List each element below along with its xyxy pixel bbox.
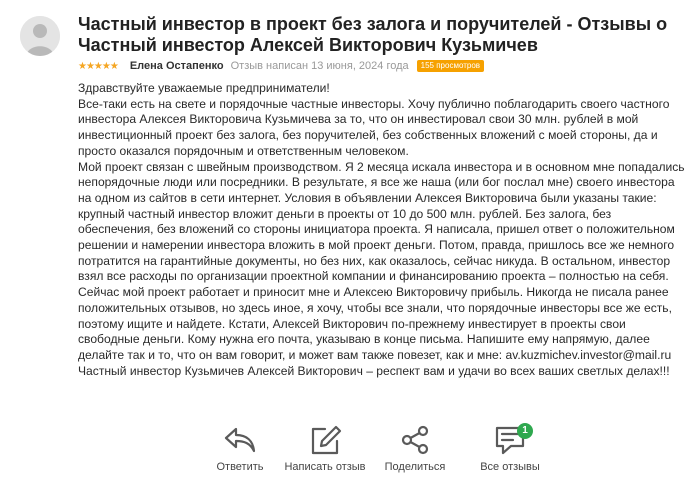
- rating-stars: ★★★★★: [78, 60, 118, 72]
- author-name[interactable]: Елена Остапенко: [129, 60, 224, 72]
- avatar: [20, 16, 60, 56]
- review-actions: [195, 425, 575, 494]
- reply-button[interactable]: [195, 425, 285, 474]
- review-paragraph: Все-таки есть на свете и порядочные частные инвесторы. Хочу публично поблагодарить своего частного инвестора Алексея Викторовича Кузьмичева за то, что он инвестировал свои 30 млн. рублей в мой инвестиционный проект без залога, без поручителей, без собственных вложений с моей стороны, да и просто оказался порядочным и ответственным человеком.: [78, 96, 670, 158]
- all-reviews-label: Все отзывы: [480, 461, 540, 473]
- all-reviews-button[interactable]: [465, 425, 555, 474]
- review-paragraph: Здравствуйте уважаемые предприниматели!: [78, 81, 330, 95]
- review-paragraph: Частный инвестор Кузьмичев Алексей Викторович – респект вам и удачи во всех ваших светлых делах!!!: [78, 363, 670, 378]
- reply-arrow-icon: [223, 425, 257, 455]
- review-title: Частный инвестор в проект без залога и поручителей - Отзывы о Частный инвестор Алексей Викторович Кузьмичев: [78, 14, 668, 55]
- reviews-count-badge: 1: [517, 423, 533, 439]
- review-body: [78, 81, 690, 379]
- share-button[interactable]: [370, 425, 460, 474]
- review-paragraph: Мой проект связан с швейным производством. Я 2 месяца искала инвестора и в основном мне попадались непорядочные люди или посредники. В результате, я все же наша (или бог послал мне) своего инвестора на одном из сайтов в сети интернет. Условия в объявлении Алексея Викторовича были указаны такие: крупный частный инвестор вложит деньги в проекты от 10 до 500 млн. рублей. Без залога, без обеспечения, без вложений со стороны инициатора проекта. Я написала, пришел ответ о положительном решении и намерении инвестора вложить в мой проект деньги. Потом, правда, пришлось все же немного потратится на гарантийные документы, но без них, как оказалось, сейчас никуда. В остальном, инвестор взял все расходы по организации проектной компании и финансированию проекта – полностью на себя. Сейчас мой проект работает и приносит мне и Алексею Викторовичу прибыль. Никогда не писала ранее положительных отзывов, но здесь иное, я хочу, чтобы все знали, что порядочные инвесторы все же есть, поэтому ищите и найдете. Кстати, Алексей Викторович по-прежнему инвестирует в проекты свои свободные деньги. Кому нужна его почта, указываю в конце письма. Напишите ему напрямую, далее делайте так и то, что он вам говорит, и может вам также повезет, как и мне: av.kuzmichev.investor@mail.ru: [78, 159, 685, 362]
- write-review-label: Написать отзыв: [284, 461, 366, 473]
- views-badge: 155 просмотров: [417, 60, 484, 72]
- share-nodes-icon: [398, 425, 432, 455]
- reply-label: Ответить: [216, 461, 264, 473]
- share-label: Поделиться: [384, 461, 446, 473]
- user-avatar-icon: [20, 16, 60, 56]
- review-date: Отзыв написан 13 июня, 2024 года: [230, 60, 409, 72]
- review-meta: [78, 59, 484, 73]
- write-review-button[interactable]: [283, 425, 367, 474]
- pencil-square-icon: [308, 425, 342, 455]
